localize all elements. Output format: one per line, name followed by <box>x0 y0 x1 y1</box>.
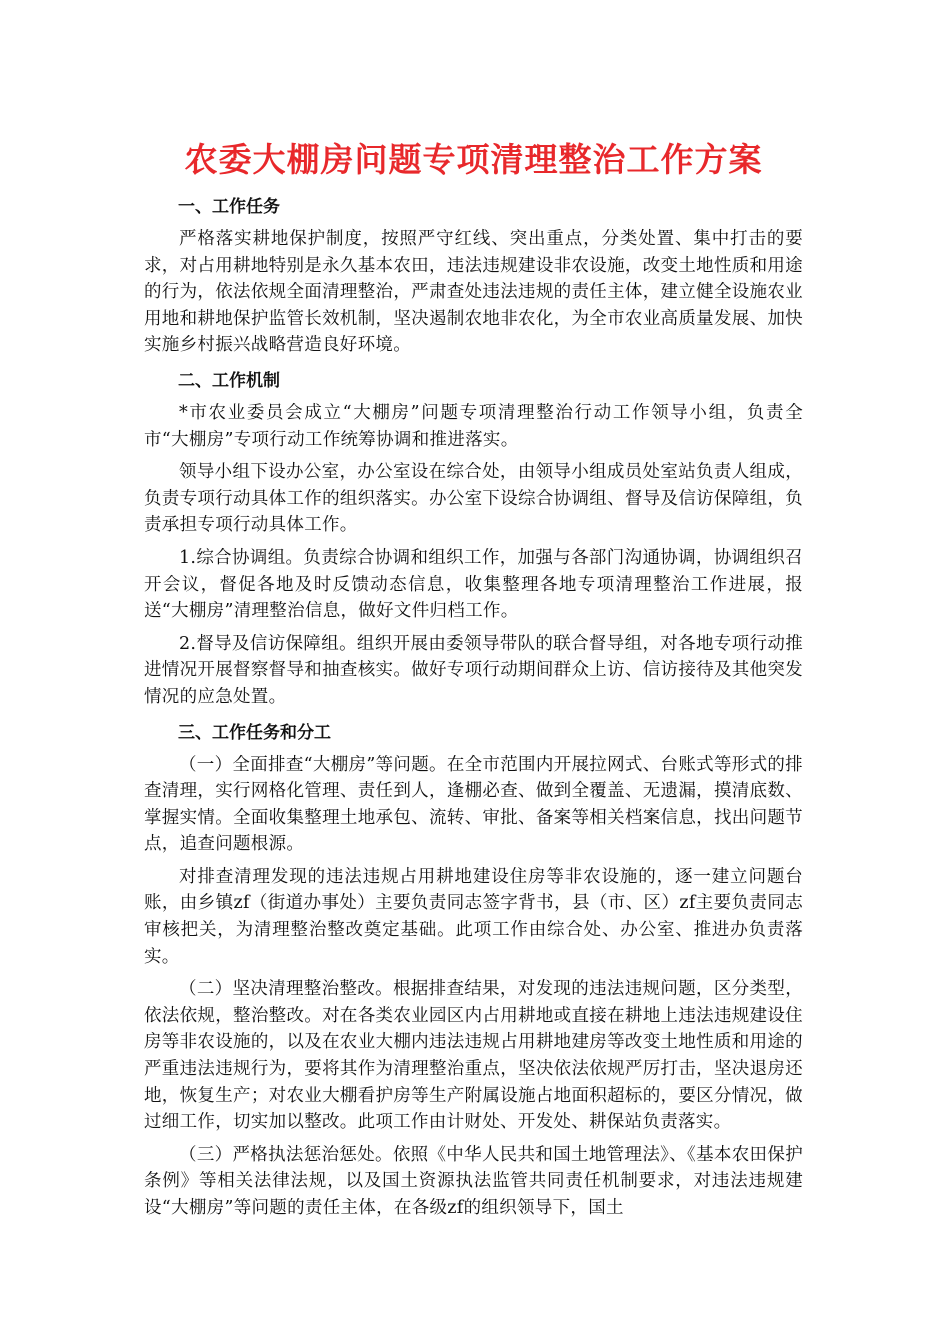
paragraph: 领导小组下设办公室，办公室设在综合处，由领导小组成员处室站负责人组成，负责专项行动具体工作的组织落实。办公室下设综合协调组、督导及信访保障组，负责承担专项行动具体工作。 <box>144 462 803 536</box>
section-heading-1: 一、工作任务 <box>178 197 280 217</box>
paragraph: 严格落实耕地保护制度，按照严守红线、突出重点，分类处置、集中打击的要求，对占用耕地特别是永久基本农田，违法违规建设非农设施，改变土地性质和用途的行为，依法依规全面清理整治，严肃查处违法违规的责任主体，建立健全设施农业用地和耕地保护监管长效机制，坚决遏制农地非农化，为全市农业高质量发展、加快实施乡村振兴战略营造良好环境。 <box>144 229 803 356</box>
paragraph: （三）严格执法惩治惩处。依照《中华人民共和国土地管理法》、《基本农田保护条例》等相关法律法规，以及国土资源执法监管共同责任机制要求，对违法违规建设“大棚房”等问题的责任主体，在各级zf的组织领导下，国土 <box>144 1144 803 1218</box>
paragraph: （一）全面排查“大棚房”等问题。在全市范围内开展拉网式、台账式等形式的排查清理，实行网格化管理、责任到人，逢棚必查、做到全覆盖、无遗漏，摸清底数、掌握实情。全面收集整理土地承包、流转、审批、备案等相关档案信息，找出问题节点，追查问题根源。 <box>144 754 803 855</box>
paragraph: （二）坚决清理整治整改。根据排查结果，对发现的违法违规问题，区分类型，依法依规，整治整改。对在各类农业园区内占用耕地或直接在耕地上违法违规建设住房等非农设施的，以及在农业大棚内违法违规占用耕地建房等改变土地性质和用途的严重违法违规行为，要将其作为清理整治重点，坚决依法依规严厉打击，坚决退房还地，恢复生产；对农业大棚看护房等生产附属设施占地面积超标的，要区分情况，做过细工作，切实加以整改。此项工作由计财处、开发处、耕保站负责落实。 <box>144 979 803 1133</box>
paragraph: *市农业委员会成立“大棚房”问题专项清理整治行动工作领导小组，负责全市“大棚房”专项行动工作统筹协调和推进落实。 <box>144 402 803 450</box>
section-heading-2: 二、工作机制 <box>178 370 280 391</box>
section-heading-3: 三、工作任务和分工 <box>178 722 331 743</box>
paragraph: 1.综合协调组。负责综合协调和组织工作，加强与各部门沟通协调，协调组织召开会议，督促各地及时反馈动态信息，收集整理各地专项清理整治工作进展，报送“大棚房”清理整治信息，做好文件归档工作。 <box>144 547 803 622</box>
document-title: 农委大棚房问题专项清理整治工作方案 <box>184 140 763 179</box>
paragraph: 对排查清理发现的违法违规占用耕地建设住房等非农设施的，逐一建立问题台账，由乡镇zf（街道办事处）主要负责同志签字背书，县（市、区）zf主要负责同志审核把关，为清理整治整改奠定基础。此项工作由综合处、办公室、推进办负责落实。 <box>144 866 803 967</box>
paragraph: 2.督导及信访保障组。组织开展由委领导带队的联合督导组，对各地专项行动推进情况开展督察督导和抽查核实。做好专项行动期间群众上访、信访接待及其他突发情况的应急处置。 <box>144 633 803 707</box>
